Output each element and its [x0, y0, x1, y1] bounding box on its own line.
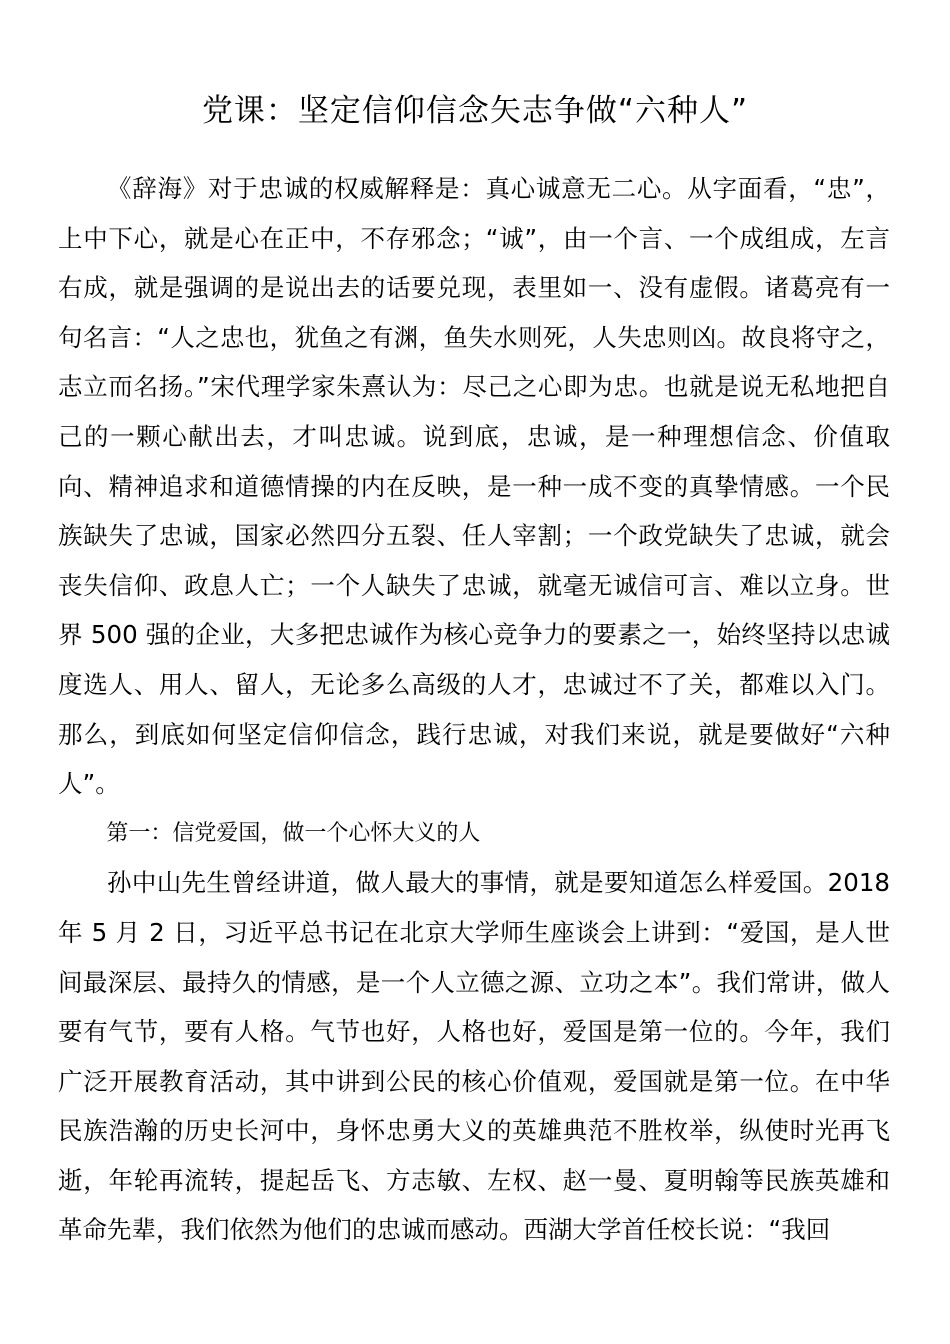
section-paragraph: 孙中山先生曾经讲道，做人最大的事情，就是要知道怎么样爱国。2018 年 5 月 2 日，习近平总书记在北京大学师生座谈会上讲到：“爱国，是人世间最深层、最持久的情感，是一个人立德之源、立功之本”。我们常讲，做人要有气节，要有人格。气节也好，人格也好，爱国是第一位的。今年，我们广泛开展教育活动，其中讲到公民的核心价值观，爱国就是第一位。在中华民族浩瀚的历史长河中，身怀忠勇大义的英雄典范不胜枚举，纵使时光再飞逝，年轮再流转，提起岳飞、方志敏、左权、赵一曼、夏明翰等民族英雄和革命先辈，我们依然为他们的忠诚而感动。西湖大学首任校长说：“我回	[58, 868, 890, 1245]
intro-paragraph: 《辞海》对于忠诚的权威解释是：真心诚意无二心。从字面看，“忠”，上中下心，就是心在正中，不存邪念；“诚”，由一个言、一个成组成，左言右成，就是强调的是说出去的话要兑现，表里如一、没有虚假。诸葛亮有一句名言：“人之忠也，犹鱼之有渊，鱼失水则死，人失忠则凶。故良将守之，志立而名扬。”宋代理学家朱熹认为：尽己之心即为忠。也就是说无私地把自己的一颗心献出去，才叫忠诚。说到底，忠诚，是一种理想信念、价值取向、精神追求和道德情操的内在反映，是一种一成不变的真挚情感。一个民族缺失了忠诚，国家必然四分五裂、任人宰割；一个政党缺失了忠诚，就会丧失信仰、政息人亡；一个人缺失了忠诚，就毫无诚信可言、难以立身。世界 500 强的企业，大多把忠诚作为核心竞争力的要素之一，始终坚持以忠诚度选人、用人、留人，无论多么高级的人才，忠诚过不了关，都难以入门。那么，到底如何坚定信仰信念，践行忠诚，对我们来说，就是要做好“六种人”。	[58, 174, 890, 799]
section-heading: 第一：信党爱国，做一个心怀大义的人	[106, 820, 481, 846]
document-title: 党课：坚定信仰信念矢志争做“六种人”	[201, 92, 749, 129]
document-body	[58, 164, 890, 1255]
